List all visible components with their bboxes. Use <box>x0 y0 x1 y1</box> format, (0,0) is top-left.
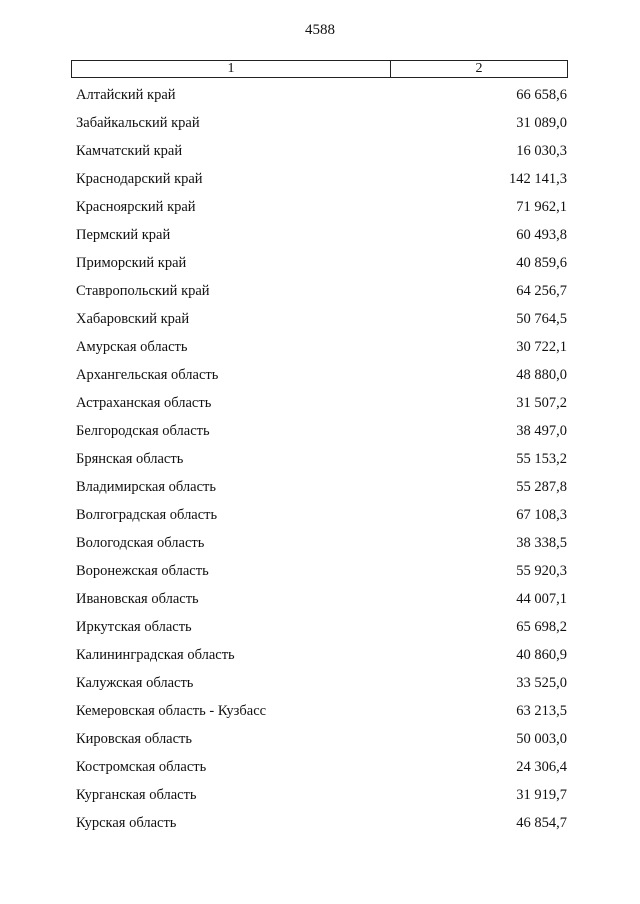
region-name: Кемеровская область - Кузбасс <box>76 702 267 719</box>
region-name: Ставропольский край <box>76 282 210 299</box>
region-value: 40 859,6 <box>516 254 567 271</box>
region-value: 24 306,4 <box>516 758 567 775</box>
region-value: 30 722,1 <box>516 338 567 355</box>
region-name: Курская область <box>76 814 177 831</box>
table-row <box>76 221 569 249</box>
region-value: 55 920,3 <box>516 562 567 579</box>
region-value: 60 493,8 <box>516 226 567 243</box>
table-row <box>76 725 569 753</box>
region-name: Амурская область <box>76 338 188 355</box>
region-name: Алтайский край <box>76 86 176 103</box>
region-value: 66 658,6 <box>516 86 567 103</box>
table-row <box>76 613 569 641</box>
table-row <box>76 697 569 725</box>
region-value: 46 854,7 <box>516 814 567 831</box>
table-row <box>76 669 569 697</box>
table-header <box>71 60 568 78</box>
table-row <box>76 501 569 529</box>
region-name: Ивановская область <box>76 590 199 607</box>
table-body <box>76 81 569 837</box>
region-name: Вологодская область <box>76 534 205 551</box>
table-row <box>76 277 569 305</box>
region-name: Белгородская область <box>76 422 210 439</box>
column-header-1: 1 <box>72 61 391 77</box>
table-row <box>76 753 569 781</box>
region-name: Калужская область <box>76 674 194 691</box>
table-row <box>76 165 569 193</box>
region-value: 38 338,5 <box>516 534 567 551</box>
region-name: Костромская область <box>76 758 207 775</box>
region-name: Приморский край <box>76 254 187 271</box>
region-name: Красноярский край <box>76 198 196 215</box>
region-name: Камчатский край <box>76 142 183 159</box>
table-row <box>76 641 569 669</box>
table-row <box>76 585 569 613</box>
table-row <box>76 81 569 109</box>
region-value: 33 525,0 <box>516 674 567 691</box>
region-name: Воронежская область <box>76 562 209 579</box>
region-name: Брянская область <box>76 450 184 467</box>
table-row <box>76 557 569 585</box>
table-row <box>76 781 569 809</box>
region-name: Иркутская область <box>76 618 192 635</box>
table-row <box>76 109 569 137</box>
region-value: 50 003,0 <box>516 730 567 747</box>
table-row <box>76 137 569 165</box>
table-row <box>76 249 569 277</box>
table-row <box>76 473 569 501</box>
table-row <box>76 305 569 333</box>
region-name: Калининградская область <box>76 646 235 663</box>
region-value: 50 764,5 <box>516 310 567 327</box>
table-row <box>76 193 569 221</box>
table-row <box>76 445 569 473</box>
region-value: 65 698,2 <box>516 618 567 635</box>
region-value: 67 108,3 <box>516 506 567 523</box>
region-name: Курганская область <box>76 786 197 803</box>
region-name: Архангельская область <box>76 366 219 383</box>
region-value: 16 030,3 <box>516 142 567 159</box>
region-name: Астраханская область <box>76 394 212 411</box>
page-number: 4588 <box>305 22 335 38</box>
column-header-2: 2 <box>475 61 483 76</box>
region-name: Владимирская область <box>76 478 216 495</box>
table-row <box>76 417 569 445</box>
table-row <box>76 529 569 557</box>
region-name: Волгоградская область <box>76 506 218 523</box>
region-value: 64 256,7 <box>516 282 567 299</box>
region-value: 38 497,0 <box>516 422 567 439</box>
region-value: 142 141,3 <box>509 170 567 187</box>
region-value: 31 089,0 <box>516 114 567 131</box>
table-row <box>76 389 569 417</box>
table-row <box>76 333 569 361</box>
region-value: 40 860,9 <box>516 646 567 663</box>
region-value: 44 007,1 <box>516 590 567 607</box>
region-value: 71 962,1 <box>516 198 567 215</box>
region-value: 55 153,2 <box>516 450 567 467</box>
table-row <box>76 361 569 389</box>
region-name: Забайкальский край <box>76 114 200 131</box>
region-value: 31 919,7 <box>516 786 567 803</box>
table-row <box>76 809 569 837</box>
region-value: 48 880,0 <box>516 366 567 383</box>
region-name: Кировская область <box>76 730 193 747</box>
region-value: 63 213,5 <box>516 702 567 719</box>
region-name: Краснодарский край <box>76 170 203 187</box>
region-name: Пермский край <box>76 226 171 243</box>
region-value: 31 507,2 <box>516 394 567 411</box>
region-name: Хабаровский край <box>76 310 190 327</box>
region-value: 55 287,8 <box>516 478 567 495</box>
